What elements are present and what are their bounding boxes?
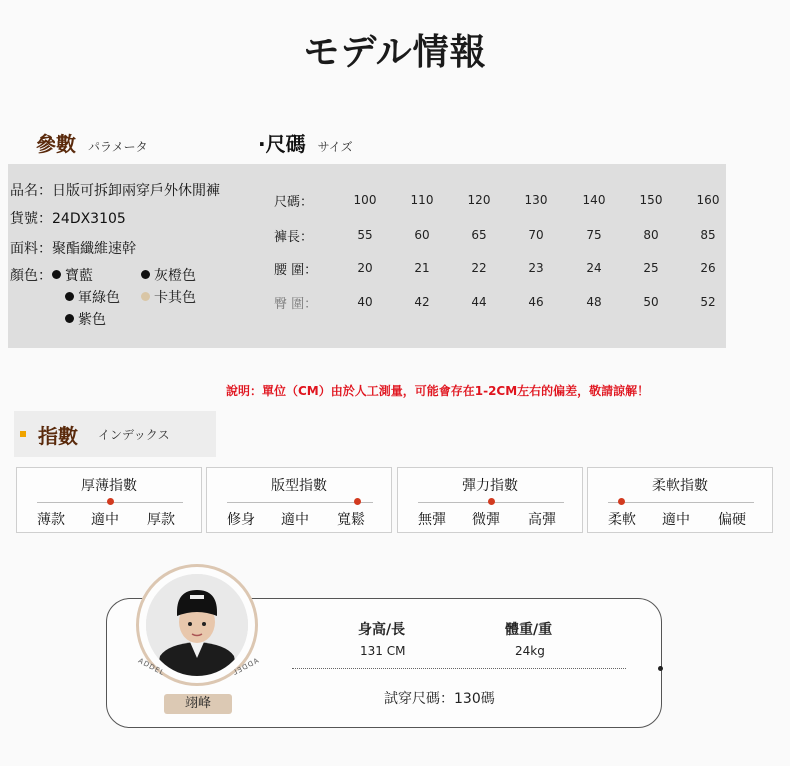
index-marker-icon — [354, 498, 361, 505]
size-cell: 75 — [586, 228, 602, 242]
index-option: 適中 — [662, 512, 690, 528]
divider — [292, 668, 626, 669]
size-cell: 50 — [643, 295, 659, 309]
index-option: 寬鬆 — [337, 512, 365, 528]
color-item — [65, 309, 106, 331]
size-label: ·尺碼 — [258, 132, 306, 156]
height-label: 身高/長 — [358, 622, 406, 638]
product-code: 24DX3105 — [52, 211, 126, 227]
color-item — [65, 287, 120, 309]
index-option: 無彈 — [418, 512, 446, 528]
index-option: 適中 — [91, 512, 119, 528]
size-cell: 21 — [414, 261, 430, 275]
trial-size — [384, 688, 495, 708]
color-item — [141, 265, 196, 287]
size-header — [258, 128, 353, 157]
product-code-label: 貨號： — [10, 211, 52, 227]
size-cell: 70 — [528, 228, 544, 242]
size-cell: 80 — [643, 228, 659, 242]
size-row-label: 腰 圍： — [274, 262, 318, 278]
size-cell: 140 — [582, 193, 606, 207]
index-box — [206, 467, 392, 533]
index-box — [16, 467, 202, 533]
size-cell: 85 — [700, 228, 716, 242]
trial-size-value: 130碼 — [454, 691, 495, 707]
product-fabric-label: 面料： — [10, 241, 52, 257]
model-name-tag: 翊峰 — [164, 694, 232, 714]
index-box — [587, 467, 773, 533]
params-sub: パラメータ — [88, 140, 148, 154]
index-option: 薄款 — [37, 512, 65, 528]
index-title: 厚薄指數 — [81, 478, 137, 494]
index-option: 修身 — [227, 512, 255, 528]
color-option: 卡其色 — [154, 290, 196, 306]
size-cell: 42 — [414, 295, 430, 309]
index-option: 適中 — [281, 512, 309, 528]
index-marker-icon — [488, 498, 495, 505]
size-sub: サイズ — [317, 140, 353, 154]
index-option: 柔軟 — [608, 512, 636, 528]
size-row — [274, 292, 334, 312]
size-cell: 120 — [467, 193, 491, 207]
product-color-row-2 — [10, 287, 220, 309]
index-box — [397, 467, 583, 533]
product-fabric-row — [10, 238, 220, 265]
color-dot-icon — [65, 292, 74, 301]
avatar — [136, 564, 261, 686]
size-cell: 25 — [643, 261, 659, 275]
product-code-row — [10, 208, 220, 236]
color-dot-icon — [52, 270, 61, 279]
size-cell: 52 — [700, 295, 716, 309]
index-option: 偏硬 — [718, 512, 746, 528]
page-title: モデル情報 — [303, 32, 487, 73]
index-option: 微彈 — [472, 512, 500, 528]
size-cell: 24 — [586, 261, 602, 275]
size-cell: 65 — [471, 228, 487, 242]
index-marker-icon — [107, 498, 114, 505]
index-option: 高彈 — [528, 512, 556, 528]
size-cell: 48 — [586, 295, 602, 309]
size-cell: 150 — [639, 193, 663, 207]
index-title: 柔軟指數 — [652, 478, 708, 494]
index-scale-line — [608, 502, 754, 503]
product-name-label: 品名： — [10, 183, 52, 199]
product-color-row-3 — [10, 309, 220, 331]
size-row — [274, 258, 334, 278]
size-cell: 55 — [357, 228, 373, 242]
product-color-label: 顏色： — [10, 268, 52, 284]
params-label: 參數 — [36, 132, 76, 156]
weight-label: 體重/重 — [505, 622, 553, 638]
color-dot-icon — [141, 270, 150, 279]
badge-left-text: ADDEL — [136, 656, 167, 678]
product-info — [10, 180, 220, 331]
size-row-label: 臀 圍： — [274, 296, 318, 312]
size-cell: 40 — [357, 295, 373, 309]
index-option: 厚款 — [147, 512, 175, 528]
color-option: 軍綠色 — [78, 290, 120, 306]
size-cell: 130 — [524, 193, 548, 207]
index-label: 指數 — [38, 423, 78, 448]
size-cell: 44 — [471, 295, 487, 309]
product-color-row — [10, 265, 220, 287]
child-portrait-icon — [146, 574, 248, 676]
index-marker-icon — [618, 498, 625, 505]
index-title: 彈力指數 — [462, 478, 518, 494]
size-cell: 110 — [410, 193, 434, 207]
product-fabric: 聚酯纖維速幹 — [52, 241, 136, 257]
measurement-note: 說明：單位（CM）由於人工測量，可能會存在1-2CM左右的偏差，敬請諒解！ — [226, 384, 650, 398]
size-cell: 22 — [471, 261, 487, 275]
product-name: 日版可拆卸兩穿戶外休閒褲 — [52, 183, 220, 199]
size-cell: 60 — [414, 228, 430, 242]
color-option: 寶藍 — [65, 268, 93, 284]
bullet-icon — [20, 431, 26, 437]
product-name-row — [10, 180, 220, 208]
divider-end-dot — [658, 666, 663, 671]
index-scale-line — [227, 502, 373, 503]
color-dot-icon — [65, 314, 74, 323]
size-row — [274, 190, 334, 210]
size-cell: 46 — [528, 295, 544, 309]
size-row-label: 褲長： — [274, 229, 314, 245]
size-cell: 100 — [353, 193, 377, 207]
index-sub: インデックス — [98, 427, 170, 442]
size-cell: 23 — [528, 261, 544, 275]
badge-right-text: ADDEL — [230, 656, 261, 678]
size-row — [274, 225, 334, 245]
size-cell: 26 — [700, 261, 716, 275]
weight-value: 24kg — [515, 644, 545, 658]
params-header — [36, 128, 148, 157]
color-option: 紫色 — [78, 312, 106, 328]
color-item — [141, 287, 196, 309]
trial-size-label: 試穿尺碼： — [384, 691, 454, 707]
index-header — [14, 411, 216, 457]
size-row-label: 尺碼： — [274, 194, 314, 210]
height-value: 131 CM — [360, 644, 406, 658]
index-title: 版型指數 — [271, 478, 327, 494]
color-dot-icon — [141, 292, 150, 301]
model-photo — [146, 574, 248, 676]
size-cell: 160 — [696, 193, 720, 207]
size-cell: 20 — [357, 261, 373, 275]
color-option: 灰橙色 — [154, 268, 196, 284]
